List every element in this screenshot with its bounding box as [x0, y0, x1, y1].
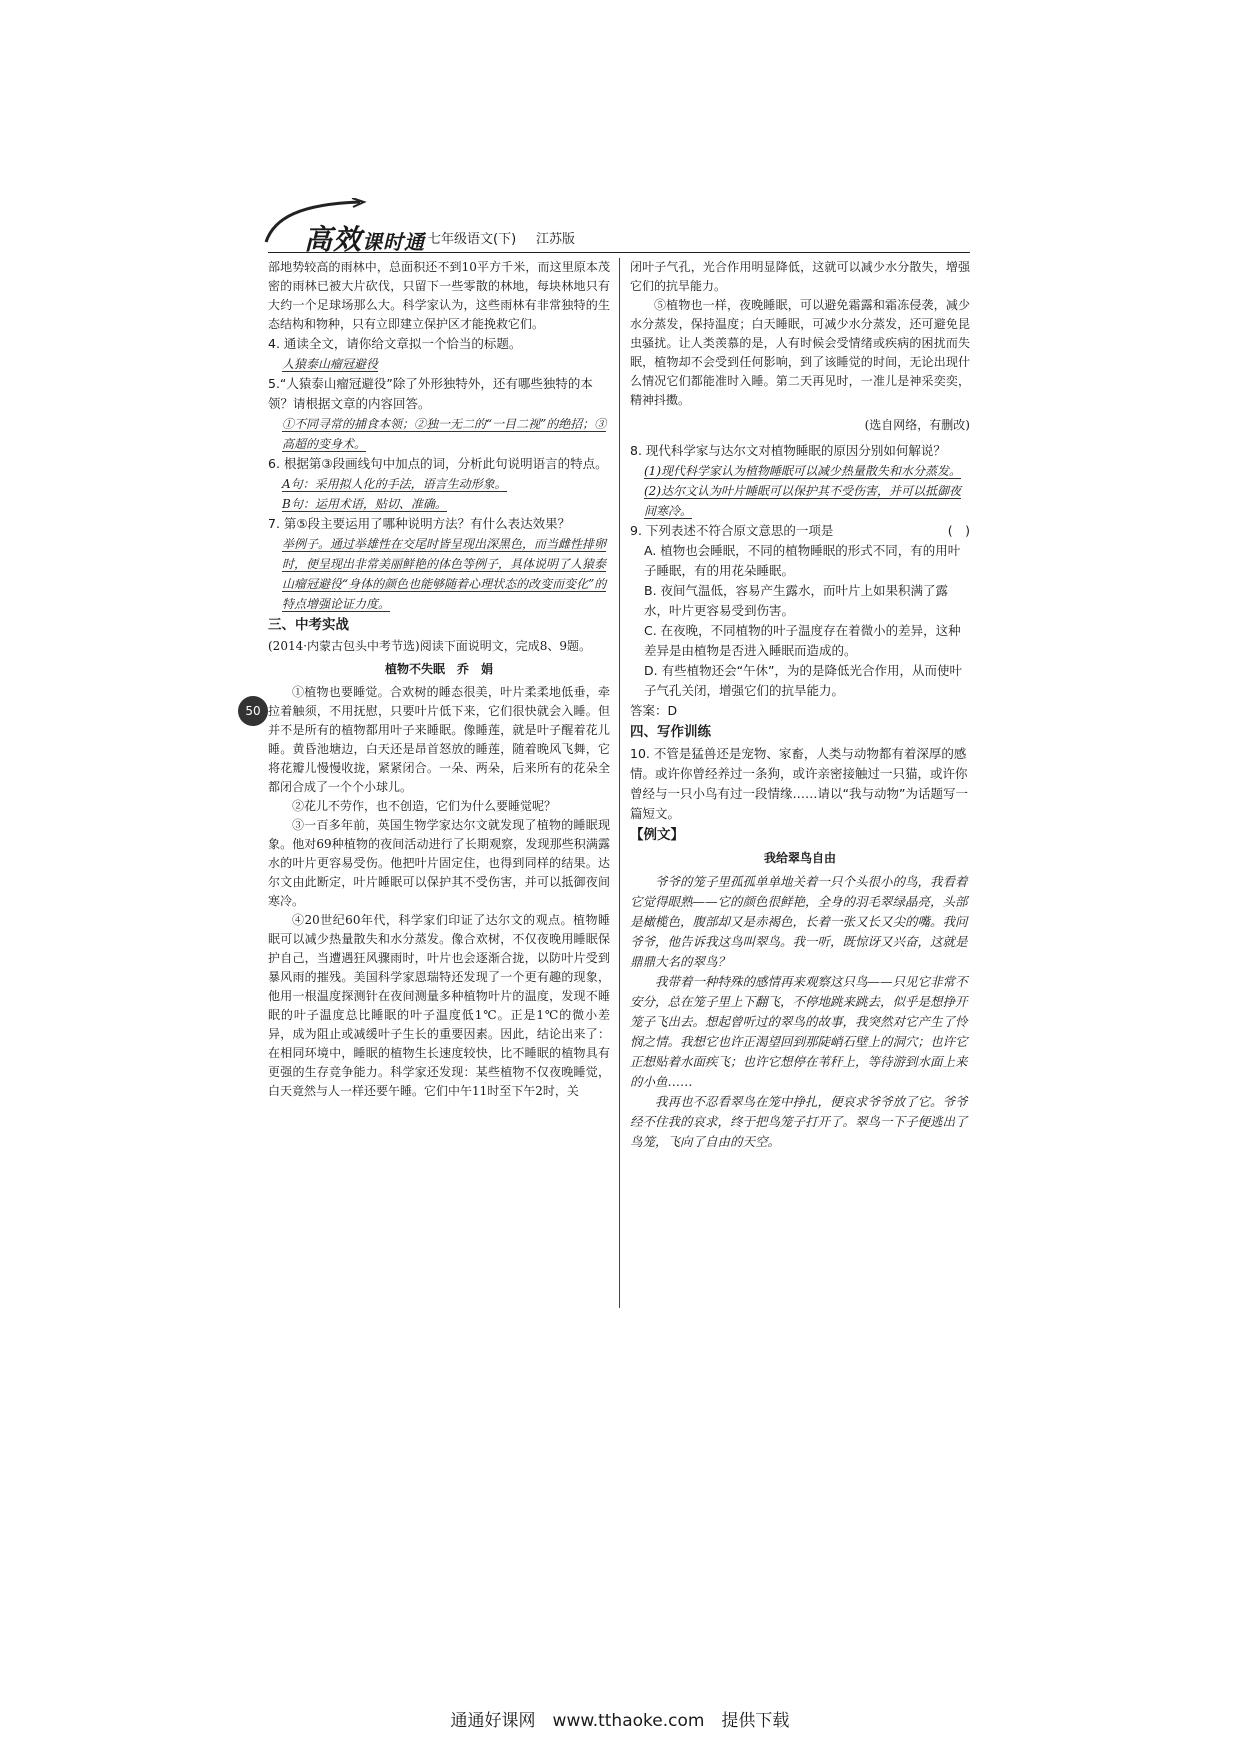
brand-title: 高效课时通 [304, 223, 426, 256]
section-3-note: (2014·内蒙古包头中考节选)阅读下面说明文，完成8、9题。 [268, 639, 591, 653]
answer-8b: (2)达尔文认为叶片睡眠可以保护其不受伤害，并可以抵御夜间寒冷。 [644, 484, 962, 518]
section-3-heading: 三、中考实战 [268, 617, 349, 633]
answer-bracket: ( ) [947, 523, 970, 538]
essay-paragraph-1: 爷爷的笼子里孤孤单单地关着一只个头很小的鸟，我看着它觉得眼熟——它的颜色很鲜艳，全身的羽毛翠绿晶亮，头部是橄榄色，腹部却又是赤褐色，长着一张又长又尖的嘴。我问爷爷，他告诉我这鸟叫翠鸟。我一听，既惊讶又兴奋，这就是鼎鼎大名的翠鸟？ [630, 874, 968, 969]
answer-5: ①不同寻常的捕食本领；②独一无二的“一目二视”的绝招；③高超的变身术。 [282, 417, 607, 451]
article-source: (选自网络，有删改) [864, 418, 970, 432]
article-paragraph-2: ②花儿不劳作，也不创造，它们为什么要睡觉呢？ [292, 799, 557, 813]
article-paragraph-5: ⑤植物也一样，夜晚睡眠，可以避免霜露和霜冻侵袭，减少水分蒸发，保持温度；白天睡眠，可减少水分蒸发，还可避免昆虫骚扰。让人类羡慕的是，人有时候会受情绪或疾病的困扰而失眠，植物却不会受到任何影响，到了该睡觉的时间，无论出现什么情况它们都能准时入睡。第二天再见时，一准儿是神采奕奕，精神抖擞。 [630, 298, 970, 407]
right-column [630, 258, 970, 1152]
article-paragraph-4: ④20世纪60年代，科学家们印证了达尔文的观点。植物睡眠可以减少热量散失和水分蒸发。像合欢树，不仅夜晚用睡眠保护自己，当遭遇狂风骤雨时，叶片也会逐渐合拢，以防叶片受到暴风雨的摧残。美国科学家恩瑞特还发现了一个更有趣的现象，他用一根温度探测针在夜间测量多种植物叶片的温度，发现不睡眠的叶子温度总比睡眠的叶子温度低1℃。正是1℃的微小差异，成为阻止或减缓叶子生长的重要因素。因此，结论出来了：在相同环境中，睡眠的植物生长速度较快，比不睡眠的植物具有更强的生存竞争能力。科学家还发现：某些植物不仅夜晚睡觉，白天竟然与人一样还要午睡。它们中午11时至下午2时，关 [268, 913, 610, 1098]
article-continuation: 闭叶子气孔，光合作用明显降低，这就可以减少水分散失，增强它们的抗旱能力。 [630, 260, 970, 293]
question-8: 8. 现代科学家与达尔文对植物睡眠的原因分别如何解说？ [630, 443, 946, 458]
question-9: 9. 下列表述不符合原文意思的一项是 ( ) [630, 521, 970, 541]
question-6: 6. 根据第③段画线句中加点的词，分析此句说明语言的特点。 [268, 456, 608, 471]
option-c: C. 在夜晚，不同植物的叶子温度存在着微小的差异，这种差异是由植物是否进入睡眠而造成的。 [644, 623, 961, 658]
essay-paragraph-3: 我再也不忍看翠鸟在笼中挣扎，便哀求爷爷放了它。爷爷经不住我的哀求，终于把鸟笼子打开了。翠鸟一下子便逃出了鸟笼，飞向了自由的天空。 [630, 1094, 968, 1149]
edition-label: 江苏版 [536, 232, 576, 247]
question-5: 5.“人猿泰山瘤冠避役”除了外形独特外，还有哪些独特的本领？请根据文章的内容回答。 [268, 376, 593, 411]
footer-download-note: 通通好课网 www.tthaoke.com 提供下载 [450, 1711, 790, 1731]
essay-title: 我给翠鸟自由 [763, 851, 836, 865]
question-10: 10. 不管是猛兽还是宠物、家畜，人类与动物都有着深厚的感情。或许你曾经养过一条狗，或许亲密接触过一只猫，或许你曾经与一只小鸟有过一段情缘……请以“我与动物”为话题写一篇短文。 [630, 746, 968, 821]
question-7: 7. 第⑤段主要运用了哪种说明方法？有什么表达效果？ [268, 516, 571, 531]
section-4-heading: 四、写作训练 [630, 724, 711, 740]
left-column [268, 258, 610, 1101]
article-paragraph-1: ①植物也要睡觉。合欢树的睡态很美，叶片柔柔地低垂，牵拉着触须，不用抚慰，只要叶片低下来，它们很快就会入睡。但并不是所有的植物都用叶子来睡眠。像睡莲，就是叶子醒着花儿睡。黄昏池塘边，白天还是昂首怒放的睡莲，随着晚风飞舞，它将花瓣儿慢慢收拢，紧紧闭合。一朵、两朵，后来所有的花朵全都闭合成了一个个小球儿。 [268, 685, 610, 794]
question-4: 4. 通读全文，请你给文章拟一个恰当的标题。 [268, 336, 522, 351]
answer-6a: A句：采用拟人化的手法，语言生动形象。 [282, 477, 507, 491]
example-label: 【例文】 [630, 827, 684, 843]
option-a: A. 植物也会睡眠，不同的植物睡眠的形式不同，有的用叶子睡眠，有的用花朵睡眠。 [644, 543, 961, 578]
column-divider [619, 258, 620, 1308]
answer-6b: B句：运用术语，贴切、准确。 [282, 497, 447, 511]
answer-8a: (1)现代科学家认为植物睡眠可以减少热量散失和水分蒸发。 [644, 464, 962, 478]
essay-paragraph-2: 我带着一种特殊的感情再来观察这只鸟——只见它非常不安分，总在笼子里上下翻飞，不停地跳来跳去，似乎是想挣开笼子飞出去。想起曾听过的翠鸟的故事，我突然对它产生了怜悯之情。我想它也许正渴望回到那陡峭石壁上的洞穴；也许它正想贴着水面疾飞；也许它想停在苇秆上，等待游到水面上来的小鱼…… [630, 974, 968, 1089]
option-d: D. 有些植物还会“午休”，为的是降低光合作用，从而使叶子气孔关闭，增强它们的抗旱能力。 [644, 663, 963, 698]
article-title: 植物不失眠 乔 娟 [384, 662, 493, 676]
header-rule [268, 252, 970, 253]
answer-9: 答案：D [630, 703, 678, 718]
intro-paragraph: 部地势较高的雨林中，总面积还不到10平方千米，而这里原本茂密的雨林已被大片砍伐，只留下一些零散的林地，每块林地只有大约一个足球场那么大。科学家认为，这些雨林有非常独特的生态结构和物种，只有立即建立保护区才能挽救它们。 [268, 260, 610, 331]
answer-4: 人猿泰山瘤冠避役 [282, 357, 379, 371]
grade-label: 七年级语文(下) [428, 232, 517, 247]
answer-7: 举例子。通过举雄性在交尾时皆呈现出深黑色，而当雌性排卵时，便呈现出非常美丽鲜艳的体色等例子，具体说明了人猿泰山瘤冠避役“身体的颜色也能够随着心理状态的改变而变化”的特点增强论证力度。 [282, 537, 607, 611]
header [268, 206, 620, 256]
page-number-badge: 50 [238, 696, 268, 726]
option-b: B. 夜间气温低，容易产生露水，而叶片上如果积满了露水，叶片更容易受到伤害。 [644, 583, 949, 618]
article-paragraph-3: ③一百多年前，英国生物学家达尔文就发现了植物的睡眠现象。他对69种植物的夜间活动进行了长期观察，发现那些积满露水的叶片更容易受伤。他把叶片固定住，也得到同样的结果。达尔文由此断定，叶片睡眠可以保护其不受伤害，并可以抵御夜间寒冷。 [268, 818, 610, 908]
